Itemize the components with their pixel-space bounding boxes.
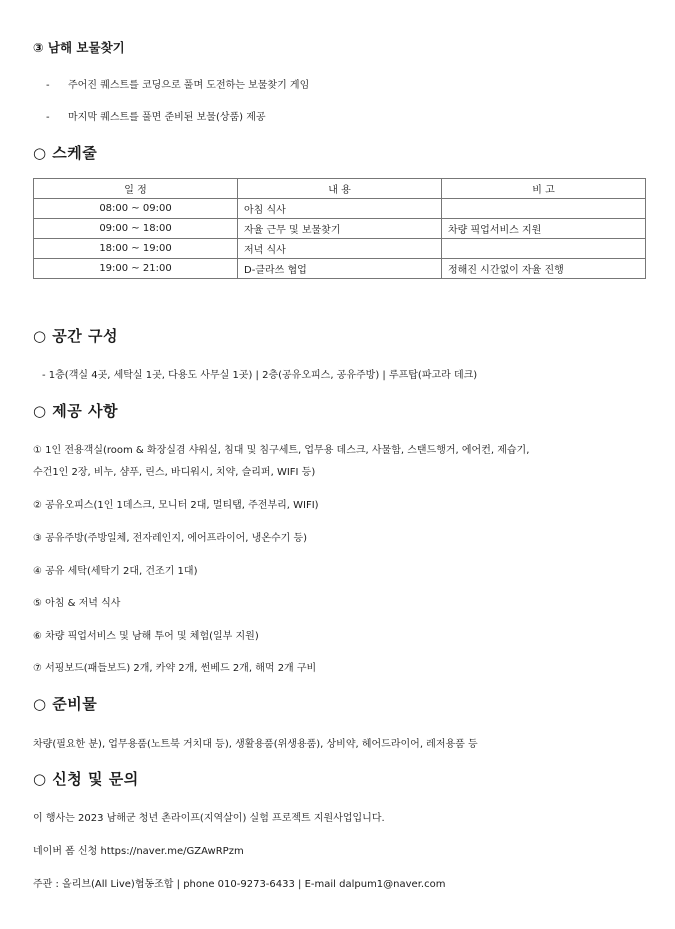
note-cell <box>442 239 646 259</box>
header-date: 일 정 <box>34 179 238 199</box>
table-row <box>34 259 646 279</box>
provided-item-6: ⑥ 차량 픽업서비스 및 남해 투어 및 체험(일부 지원) <box>33 631 259 642</box>
provided-item-1: ① 1인 전용객실(room & 화장실겸 샤워실, 침대 및 침구세트, 업무용 데스크, 사물함, 스탠드행거, 에어컨, 제습기, <box>33 445 530 456</box>
prepare-heading: ○ 준비물 <box>33 695 98 713</box>
apply-heading: ○ 신청 및 문의 <box>33 770 139 788</box>
table-row <box>34 239 646 259</box>
header-note: 비 고 <box>442 179 646 199</box>
space-heading: ○ 공간 구성 <box>33 327 118 345</box>
content-cell: 자율 근무 및 보물찾기 <box>238 219 442 239</box>
content-cell: D-클라쓰 협업 <box>238 259 442 279</box>
note-cell: 차량 픽업서비스 지원 <box>442 219 646 239</box>
time-cell: 19:00 ~ 21:00 <box>34 259 238 279</box>
prepare-description: 차량(필요한 분), 업무용품(노트북 거치대 등), 생활용품(위생용품), 상비약, 헤어드라이어, 레저용품 등 <box>33 739 478 750</box>
schedule-table <box>33 178 646 279</box>
table-header-row <box>34 179 646 199</box>
provided-item-1-cont: 수건1인 2장, 비누, 샴푸, 린스, 바디워시, 치약, 슬리퍼, WIFI 등) <box>33 467 316 478</box>
note-cell <box>442 199 646 219</box>
bullet-text: 마지막 퀘스트를 풀면 준비된 보물(상품) 제공 <box>68 112 266 123</box>
time-cell: 09:00 ~ 18:00 <box>34 219 238 239</box>
table-row <box>34 199 646 219</box>
bullet-text: 주어진 퀘스트를 코딩으로 풀며 도전하는 보물찾기 게임 <box>68 80 310 91</box>
treasure-bullet-2 <box>46 108 266 123</box>
provided-item-5: ⑤ 아침 & 저녁 식사 <box>33 598 121 609</box>
apply-form-link[interactable]: 네이버 폼 신청 https://naver.me/GZAwRPzm <box>33 846 244 857</box>
provided-item-3: ③ 공유주방(주방일체, 전자레인지, 에어프라이어, 냉온수기 등) <box>33 533 308 544</box>
apply-notice: 이 행사는 2023 남해군 청년 촌라이프(지역살이) 실험 프로젝트 지원사업입니다. <box>33 813 385 824</box>
space-description: - 1층(객실 4곳, 세탁실 1곳, 다용도 사무실 1곳) | 2층(공유오피스, 공유주방) | 루프탑(파고라 데크) <box>42 370 478 381</box>
provided-heading: ○ 제공 사항 <box>33 402 118 420</box>
provided-item-2: ② 공유오피스(1인 1데스크, 모니터 2대, 멀티탭, 주전부리, WIFI) <box>33 500 319 511</box>
time-cell: 18:00 ~ 19:00 <box>34 239 238 259</box>
bullet-dash: - <box>46 80 50 91</box>
schedule-heading: ○ 스케줄 <box>33 144 98 162</box>
header-content: 내 용 <box>238 179 442 199</box>
time-cell: 08:00 ~ 09:00 <box>34 199 238 219</box>
apply-contact: 주관 : 올리브(All Live)협동조합 | phone 010-9273-6433 | E-mail dalpum1@naver.com <box>33 879 446 890</box>
bullet-dash: - <box>46 112 50 123</box>
table-row <box>34 219 646 239</box>
content-cell: 아침 식사 <box>238 199 442 219</box>
content-cell: 저녁 식사 <box>238 239 442 259</box>
provided-item-4: ④ 공유 세탁(세탁기 2대, 건조기 1대) <box>33 566 198 577</box>
note-cell: 정해진 시간없이 자율 진행 <box>442 259 646 279</box>
treasure-bullet-1 <box>46 76 309 91</box>
provided-item-7: ⑦ 서핑보드(패들보드) 2개, 카약 2개, 썬베드 2개, 해먹 2개 구비 <box>33 663 317 674</box>
section-treasure-title: ③ 남해 보물찾기 <box>33 40 125 55</box>
